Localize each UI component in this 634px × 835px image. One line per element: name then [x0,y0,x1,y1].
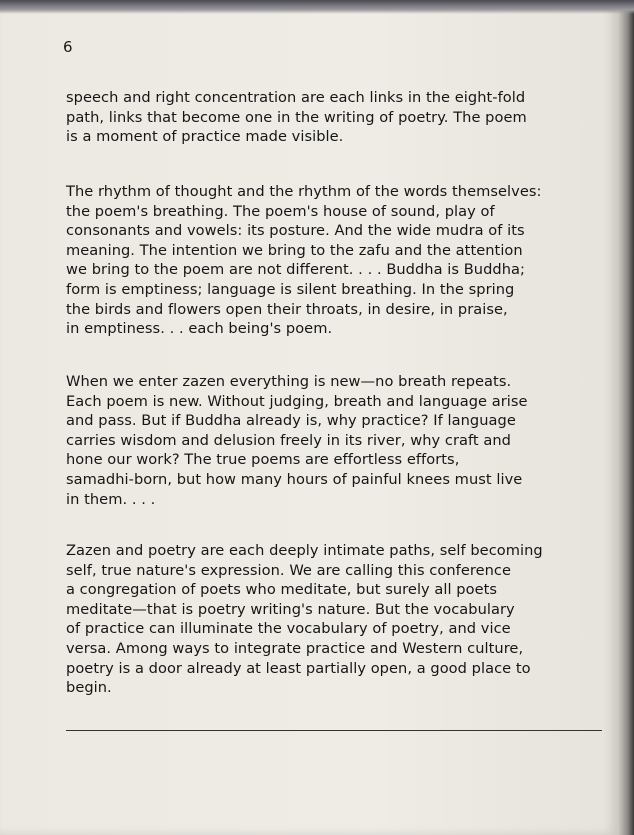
page-edge-shadow [618,0,634,835]
paragraph-3: When we enter zazen everything is new—no breath repeats. Each poem is new. Without judging, breath and language arise and pass. But if Buddha already is, why practice? If language carries wisdom and delusion freely in its river, why craft and hone our work? The true poems are effortless efforts, samadhi-born, but how many hours of painful knees must live in them. . . . [66,373,528,508]
paragraph-1: speech and right concentration are each links in the eight-fold path, links that become one in the writing of poetry. The poem is a moment of practice made visible. [66,89,527,146]
paragraph-4: Zazen and poetry are each deeply intimate paths, self becoming self, true nature's expression. We are calling this conference a congregation of poets who meditate, but surely all poets meditate—that is poetry writing's nature. But the vocabulary of practice can illuminate the vocabulary of poetry, and vice versa. Among ways to integrate practice and Western culture, poetry is a door already at least partially open, a good place to begin. [66,542,543,697]
page-number: 6 [63,38,73,56]
top-edge-shadow [0,0,634,14]
footnote-divider [66,730,602,731]
paragraph-2: The rhythm of thought and the rhythm of the words themselves: the poem's breathing. The poem's house of sound, play of consonants and vowels: its posture. And the wide mudra of its meaning. The intention we bring to the zafu and the attention we bring to the poem are not different. . . . Buddha is Buddha; form is emptiness; language is silent breathing. In the spring the birds and flowers open their throats, in desire, in praise, in emptiness. . . each being's poem. [66,183,542,338]
